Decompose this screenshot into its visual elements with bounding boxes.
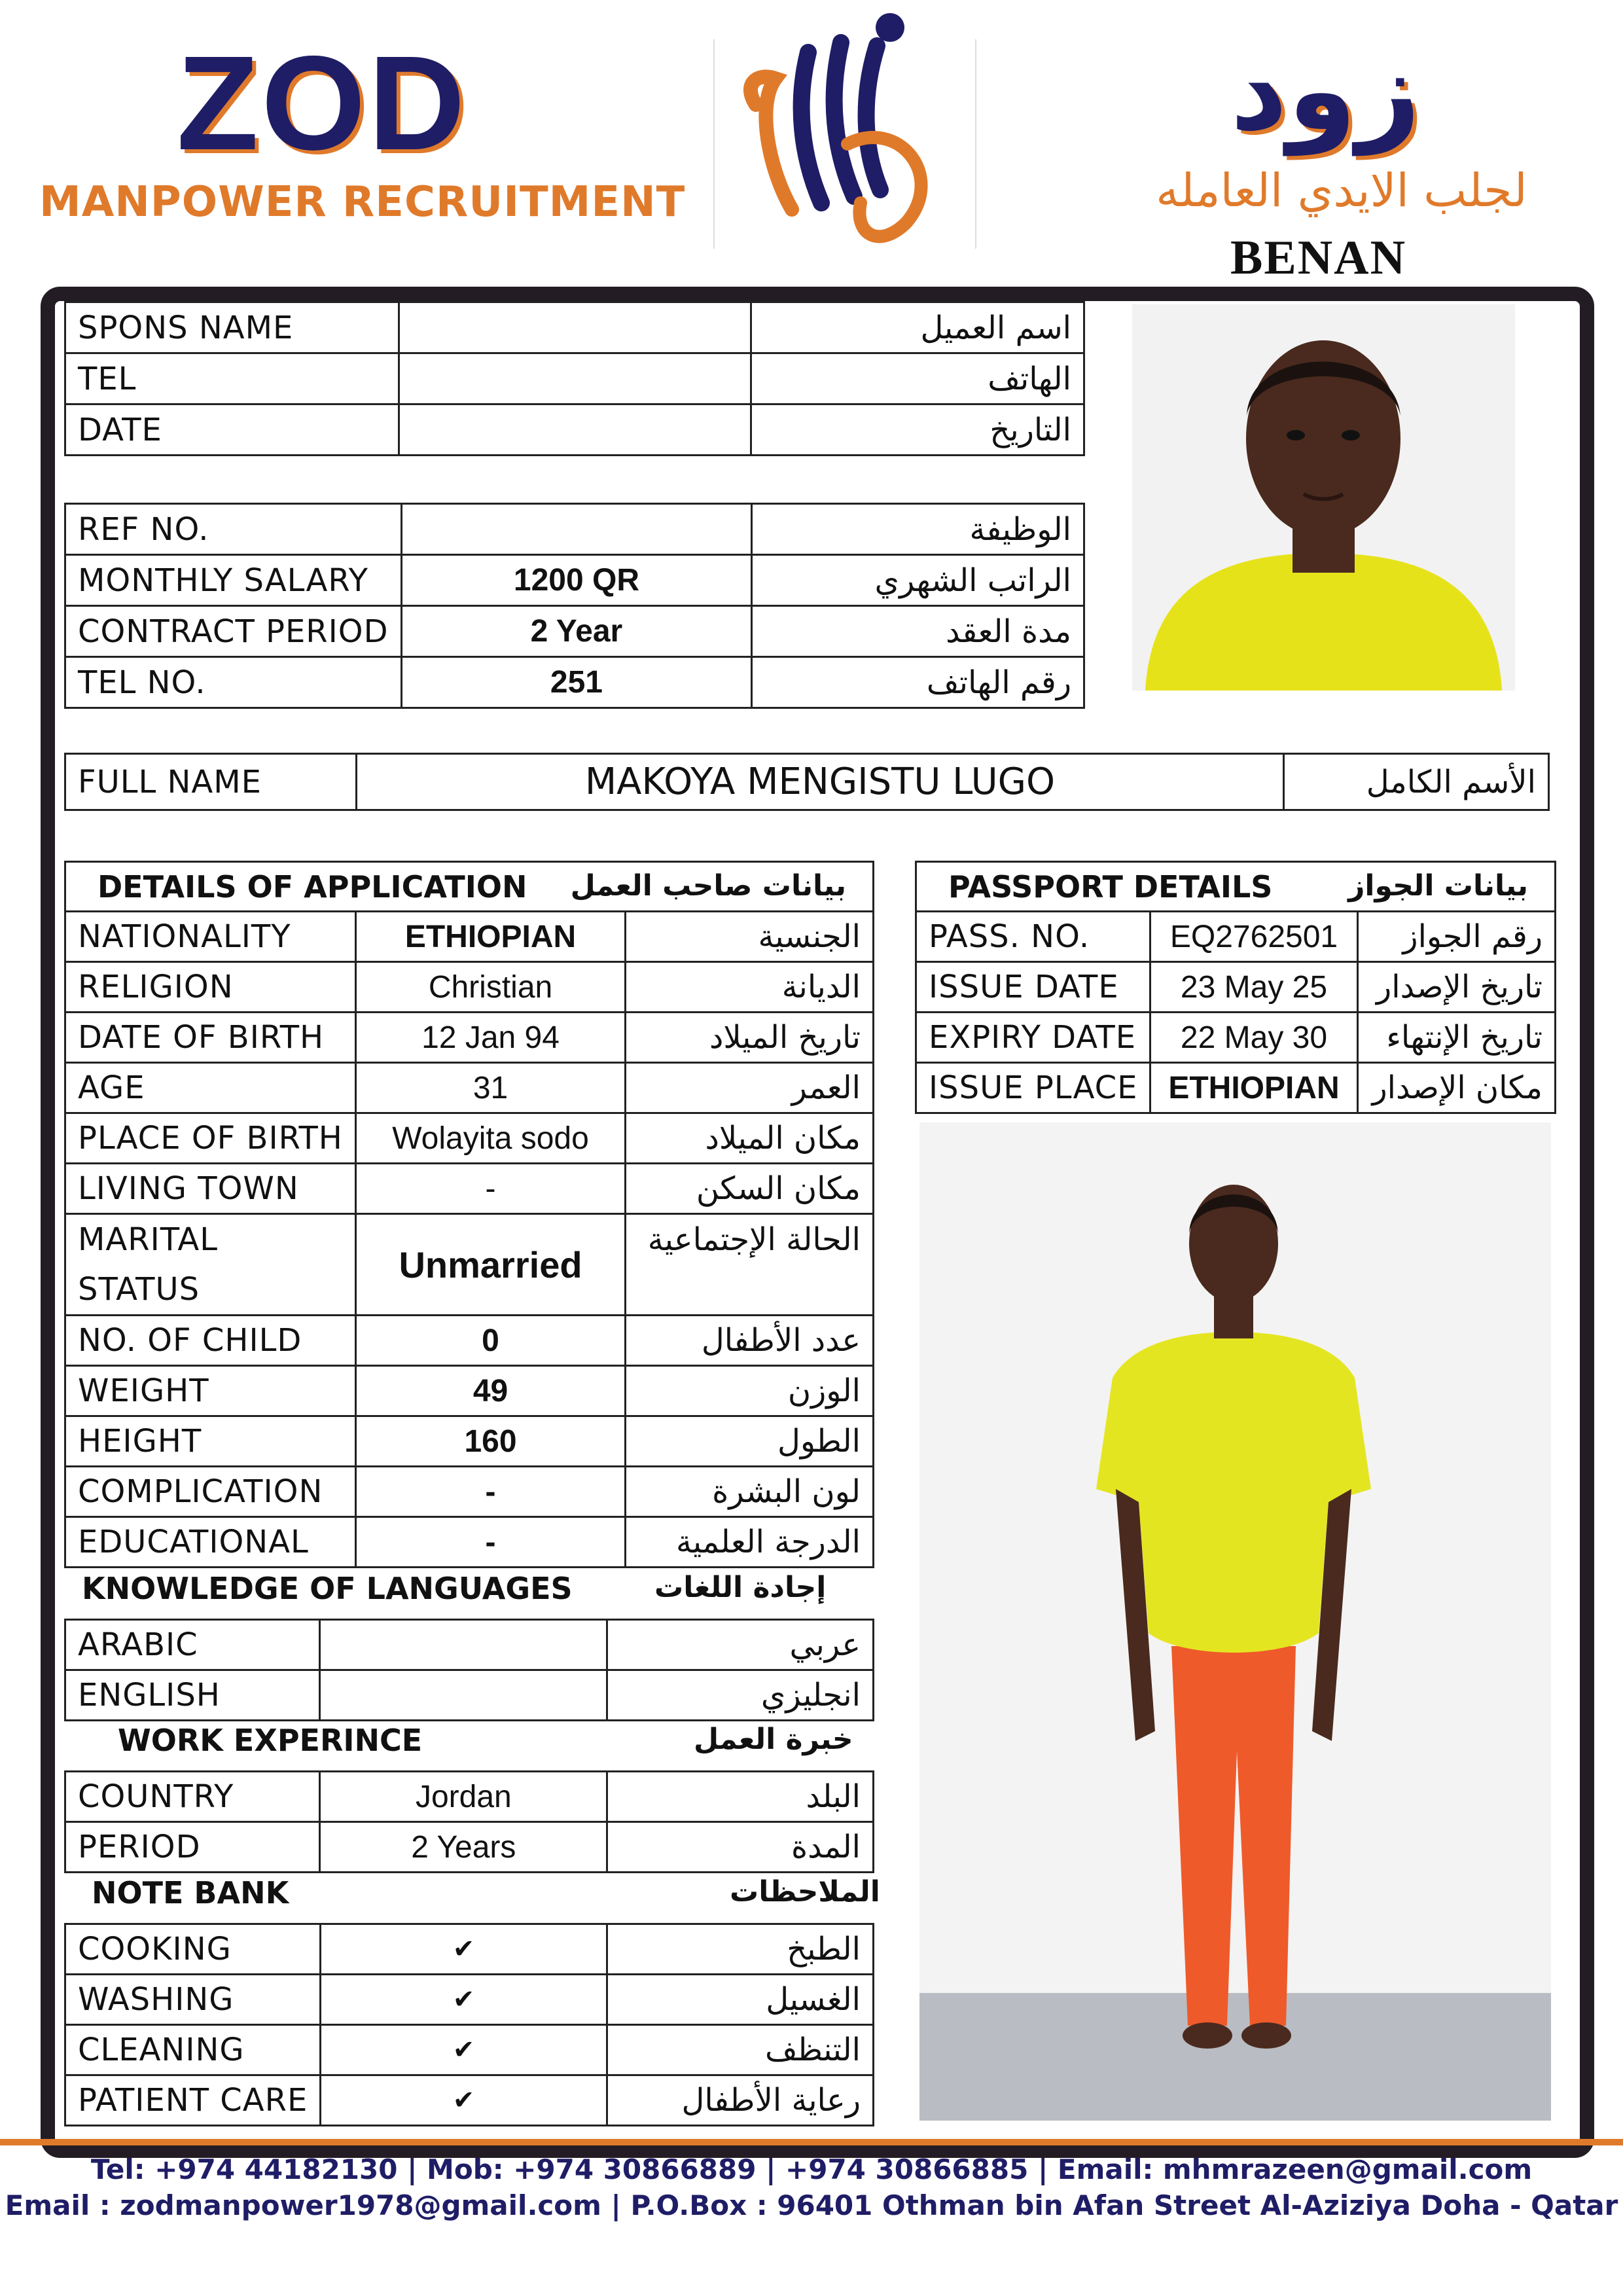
row-label-ar: رقم الهاتف <box>752 657 1084 708</box>
logo-subtitle-ar: لجلب الايدي العامله <box>1156 164 1527 217</box>
logo-text-en: ZOD <box>177 28 468 178</box>
row-label-ar: الهاتف <box>751 353 1084 404</box>
row-label: TEL NO. <box>65 657 402 708</box>
educational-value: - <box>355 1517 625 1568</box>
row-value <box>401 504 752 555</box>
header-divider <box>713 39 715 249</box>
monthly-salary-value: 1200 QR <box>401 555 752 606</box>
weight-value: 49 <box>355 1366 625 1416</box>
place-of-birth-value: Wolayita sodo <box>355 1113 625 1164</box>
table-row <box>916 1013 1556 1063</box>
table-row <box>65 1975 874 2025</box>
row-label-ar: تاريخ الميلاد <box>626 1013 874 1063</box>
passport-number-value: EQ2762501 <box>1150 912 1357 962</box>
table-row <box>916 862 1556 912</box>
table-row <box>65 606 1084 657</box>
row-label-ar: الوظيفة <box>752 504 1084 555</box>
full-body-photo <box>919 1122 1551 2121</box>
logo-subtitle: MANPOWER RECRUITMENT <box>39 178 686 226</box>
row-label: ARABIC <box>65 1620 320 1670</box>
table-row <box>916 962 1556 1013</box>
table-row <box>65 1316 874 1366</box>
notes-table <box>64 1923 874 2126</box>
arabic-value <box>320 1620 607 1670</box>
table-row <box>916 912 1556 962</box>
header-divider <box>975 39 976 249</box>
marital-status-value: Unmarried <box>355 1214 625 1316</box>
row-label: TEL <box>65 353 399 404</box>
passport-table <box>915 861 1556 1114</box>
row-label-ar: الراتب الشهري <box>752 555 1084 606</box>
height-value: 160 <box>355 1416 625 1467</box>
languages-heading-ar: إجادة اللغات <box>654 1571 827 1604</box>
row-label: MARITAL <box>78 1221 218 1258</box>
full-name-label-ar: الأسم الكامل <box>1284 754 1549 810</box>
row-label: CLEANING <box>65 2025 321 2075</box>
row-label-ar: البلد <box>607 1772 874 1822</box>
portrait-image <box>1132 304 1515 691</box>
row-label-ar: الدرجة العلمية <box>626 1517 874 1568</box>
row-label-ar: لون البشرة <box>626 1467 874 1517</box>
table-row <box>65 657 1084 708</box>
no-of-child-value: 0 <box>355 1316 625 1366</box>
living-town-value: - <box>355 1164 625 1214</box>
row-label: COMPLICATION <box>65 1467 356 1517</box>
row-label-ar: رعاية الأطفال <box>607 2075 873 2126</box>
row-label: ISSUE DATE <box>916 962 1150 1013</box>
row-label-ar: التنظف <box>607 2025 873 2075</box>
table-row <box>65 1620 874 1670</box>
row-label: LIVING TOWN <box>65 1164 356 1214</box>
row-label: ENGLISH <box>65 1670 320 1721</box>
table-row <box>65 1772 874 1822</box>
table-row <box>65 1517 874 1568</box>
passport-heading-cell <box>916 862 1556 912</box>
footer-divider <box>0 2139 1623 2145</box>
row-label-ar: عدد الأطفال <box>626 1316 874 1366</box>
row-label-ar: الغسيل <box>607 1975 873 2025</box>
languages-heading: KNOWLEDGE OF LANGUAGES <box>82 1571 573 1606</box>
row-label-ar: الطول <box>626 1416 874 1467</box>
table-row <box>65 1164 874 1214</box>
country-value: Jordan <box>320 1772 607 1822</box>
notes-heading-ar: الملاحظات <box>730 1875 880 1909</box>
english-value <box>320 1670 607 1721</box>
table-row <box>65 2025 874 2075</box>
row-value <box>399 302 751 353</box>
tel-no-value: 251 <box>401 657 752 708</box>
row-label: NATIONALITY <box>65 912 356 962</box>
row-label-line2: STATUS <box>78 1271 200 1308</box>
footer-address-line: Email : zodmanpower1978@gmail.com | P.O.Box : 96401 Othman bin Afan Street Al-Aziziya Doha - Qatar <box>5 2189 1618 2221</box>
table-row <box>65 1924 874 1975</box>
issue-place-value: ETHIOPIAN <box>1150 1063 1357 1113</box>
experience-heading: WORK EXPERINCE <box>118 1723 423 1758</box>
table-row <box>65 1214 874 1316</box>
row-label-ar: تاريخ الإصدار <box>1357 962 1555 1013</box>
footer-contact-line: Tel: +974 44182130 | Mob: +974 30866889 | +974 30866885 | Email: mhmrazeen@gmail.com <box>90 2153 1533 2185</box>
table-row <box>65 962 874 1013</box>
expiry-date-value: 22 May 30 <box>1150 1013 1357 1063</box>
marital-status-label <box>65 1214 356 1316</box>
row-label: REF NO. <box>65 504 402 555</box>
table-row <box>65 1113 874 1164</box>
row-label: PASS. NO. <box>916 912 1150 962</box>
application-heading: DETAILS OF APPLICATION <box>98 869 527 905</box>
row-label-ar: اسم العميل <box>751 302 1084 353</box>
row-label-ar: رقم الجواز <box>1357 912 1555 962</box>
row-label: EXPIRY DATE <box>916 1013 1150 1063</box>
row-label: COUNTRY <box>65 1772 320 1822</box>
row-label-ar: العمر <box>626 1063 874 1113</box>
table-row <box>65 1063 874 1113</box>
table-row <box>65 1013 874 1063</box>
period-value: 2 Years <box>320 1822 607 1873</box>
row-label-ar: انجليزي <box>607 1670 873 1721</box>
application-table <box>64 861 874 1568</box>
passport-heading: PASSPORT DETAILS <box>948 869 1273 905</box>
contract-period-value: 2 Year <box>401 606 752 657</box>
row-label: COOKING <box>65 1924 321 1975</box>
table-row <box>65 404 1084 456</box>
full-body-image <box>919 1122 1551 2121</box>
row-label-ar: المدة <box>607 1822 874 1873</box>
application-heading-ar: بيانات صاحب العمل <box>570 869 846 903</box>
row-label-ar: الديانة <box>626 962 874 1013</box>
table-row <box>65 353 1084 404</box>
row-label: EDUCATIONAL <box>65 1517 356 1568</box>
row-label: PERIOD <box>65 1822 320 1873</box>
experience-heading-ar: خبرة العمل <box>694 1723 853 1756</box>
experience-table <box>64 1770 874 1873</box>
checkmark-icon: ✔ <box>321 2025 607 2075</box>
row-label: DATE <box>65 404 399 456</box>
job-table <box>64 503 1085 709</box>
full-name-table <box>64 753 1550 811</box>
row-label-ar: الوزن <box>626 1366 874 1416</box>
checkmark-icon: ✔ <box>321 1975 607 2025</box>
row-label: NO. OF CHILD <box>65 1316 356 1366</box>
row-label: PATIENT CARE <box>65 2075 321 2126</box>
row-label: MONTHLY SALARY <box>65 555 402 606</box>
row-label-ar: مكان الإصدار <box>1357 1063 1555 1113</box>
date-of-birth-value: 12 Jan 94 <box>355 1013 625 1063</box>
row-label: WASHING <box>65 1975 321 2025</box>
logo-text-ar: زود <box>1230 26 1421 156</box>
row-label-ar: مدة العقد <box>752 606 1084 657</box>
table-row <box>65 1416 874 1467</box>
table-row <box>65 1467 874 1517</box>
issue-date-value: 23 May 25 <box>1150 962 1357 1013</box>
table-row <box>65 1670 874 1721</box>
row-label-ar: الطبخ <box>607 1924 873 1975</box>
table-row <box>65 504 1084 555</box>
complication-value: - <box>355 1467 625 1517</box>
row-label: AGE <box>65 1063 356 1113</box>
table-row <box>65 555 1084 606</box>
row-label: PLACE OF BIRTH <box>65 1113 356 1164</box>
agency-name: BENAN <box>1230 231 1407 285</box>
row-label: DATE OF BIRTH <box>65 1013 356 1063</box>
full-name-label: FULL NAME <box>65 754 357 810</box>
notes-heading: NOTE BANK <box>92 1875 289 1910</box>
checkmark-icon: ✔ <box>321 1924 607 1975</box>
table-row <box>916 1063 1556 1113</box>
row-label-ar: مكان الميلاد <box>626 1113 874 1164</box>
row-value <box>399 404 751 456</box>
portrait-photo <box>1132 304 1515 691</box>
full-name-value: MAKOYA MENGISTU LUGO <box>356 754 1284 810</box>
row-label-ar: الحالة الإجتماعية <box>626 1214 874 1316</box>
row-label: SPONS NAME <box>65 302 399 353</box>
row-label-ar: الجنسية <box>626 912 874 962</box>
table-row <box>65 862 874 912</box>
religion-value: Christian <box>355 962 625 1013</box>
table-row <box>65 912 874 962</box>
table-row <box>65 2075 874 2126</box>
row-label: RELIGION <box>65 962 356 1013</box>
row-label: HEIGHT <box>65 1416 356 1467</box>
table-row <box>65 1366 874 1416</box>
sponsor-table <box>64 301 1085 456</box>
passport-heading-ar: بيانات الجواز <box>1348 869 1528 903</box>
age-value: 31 <box>355 1063 625 1113</box>
company-emblem-icon <box>730 7 965 255</box>
table-row <box>65 754 1549 810</box>
row-label-ar: عربي <box>607 1620 873 1670</box>
row-label: WEIGHT <box>65 1366 356 1416</box>
languages-table <box>64 1619 874 1721</box>
table-row <box>65 1822 874 1873</box>
application-heading-cell <box>65 862 874 912</box>
row-label-ar: تاريخ الإنتهاء <box>1357 1013 1555 1063</box>
table-row <box>65 302 1084 353</box>
row-label: CONTRACT PERIOD <box>65 606 402 657</box>
row-label: ISSUE PLACE <box>916 1063 1150 1113</box>
row-label-ar: مكان السكن <box>626 1164 874 1214</box>
nationality-value: ETHIOPIAN <box>355 912 625 962</box>
row-label-ar: التاريخ <box>751 404 1084 456</box>
checkmark-icon: ✔ <box>321 2075 607 2126</box>
row-value <box>399 353 751 404</box>
